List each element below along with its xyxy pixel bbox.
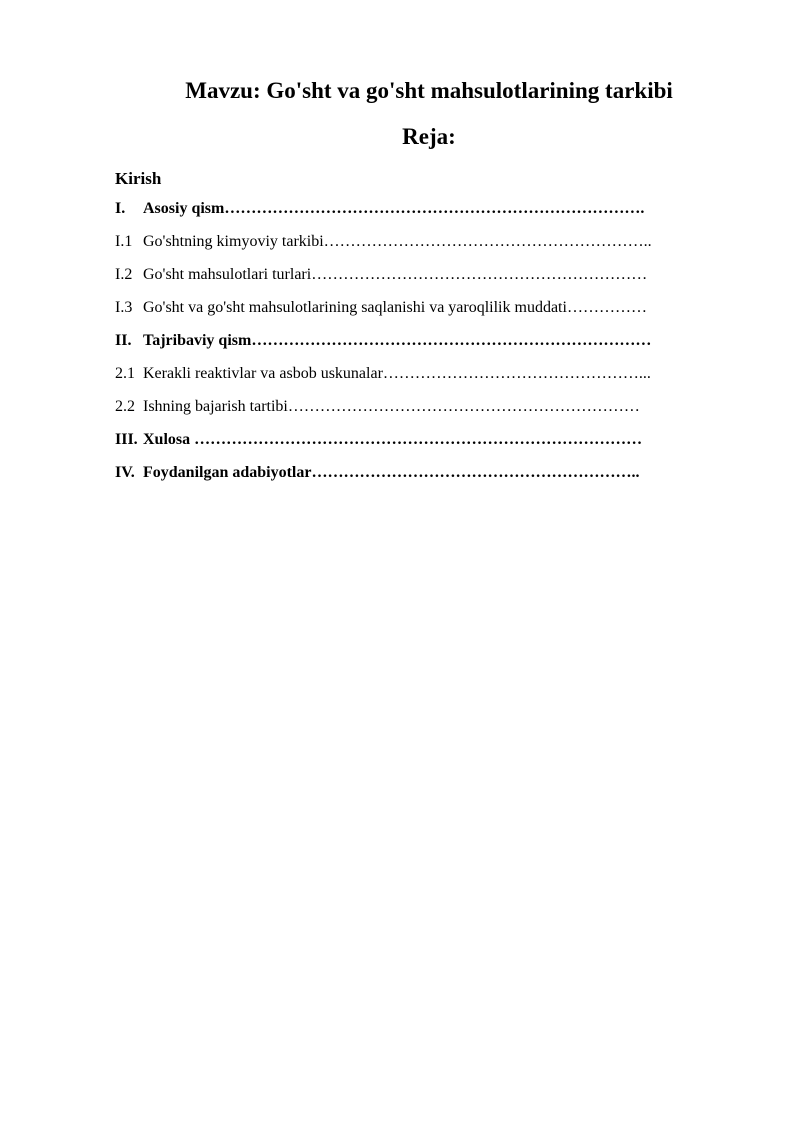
toc-item-number: 2.1: [115, 365, 135, 382]
toc-item-text: Go'shtning kimyoviy tarkibi……………………………………………………..: [143, 233, 652, 250]
toc-item: [115, 361, 745, 394]
toc-item-number: 2.2: [115, 398, 135, 415]
toc-item-number: III.: [115, 431, 138, 448]
toc-item: [115, 262, 745, 295]
toc-item-number: I.1: [115, 233, 133, 250]
toc-item-text: Ishning bajarish tartibi…………………………………………………………: [143, 398, 640, 415]
toc-item: [115, 394, 745, 427]
toc-item-text: Xulosa …………………………………………………………………………: [143, 431, 643, 448]
toc-item-number: I.3: [115, 299, 133, 316]
toc-item: [115, 460, 745, 493]
toc-item-number: IV.: [115, 464, 135, 481]
toc-item-text: Go'sht va go'sht mahsulotlarining saqlanishi va yaroqlilik muddati……………: [143, 299, 647, 316]
toc-item: [115, 229, 745, 262]
toc-item-number: I.: [115, 200, 126, 217]
toc-item: [115, 196, 745, 229]
toc-item-number: II.: [115, 332, 132, 349]
toc-item: [115, 427, 745, 460]
toc-item-text: Go'sht mahsulotlari turlari………………………………………………………: [143, 266, 648, 283]
toc-item-number: I.2: [115, 266, 133, 283]
toc-item-text: Asosiy qism…………………………………………………………………….: [143, 200, 645, 217]
toc-item-text: Tajribaviy qism…………………………………………………………………: [143, 332, 652, 349]
toc-item: [115, 328, 745, 361]
toc-item: [115, 295, 745, 328]
toc-item-text: Kerakli reaktivlar va asbob uskunalar…………………………………………...: [143, 365, 651, 382]
plan-heading: Reja:: [402, 124, 456, 149]
toc-item-text: Foydanilgan adabiyotlar……………………………………………………..: [143, 464, 640, 481]
table-of-contents: [115, 166, 745, 493]
toc-intro: Kirish: [115, 169, 162, 188]
document-title: Mavzu: Go'sht va go'sht mahsulotlarining tarkibi: [185, 78, 673, 103]
